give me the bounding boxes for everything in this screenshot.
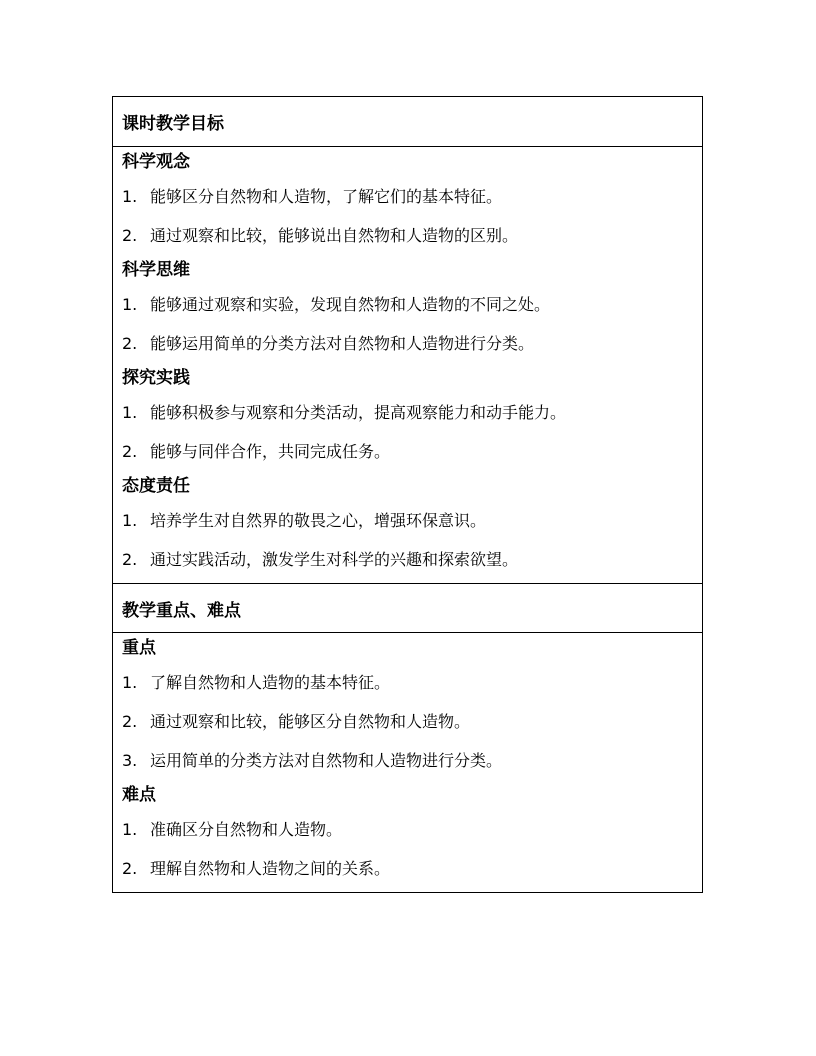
item-number: 2. xyxy=(122,226,138,245)
list-item xyxy=(122,702,693,741)
item-text: 准确区分自然物和人造物。 xyxy=(150,820,343,839)
item-number: 1. xyxy=(122,673,138,692)
item-text: 通过观察和比较，能够区分自然物和人造物。 xyxy=(150,712,471,731)
item-number: 2. xyxy=(122,550,138,569)
list-item xyxy=(122,393,693,432)
item-number: 1. xyxy=(122,187,138,206)
list-item xyxy=(122,432,693,471)
objectives-header-row xyxy=(113,97,702,146)
key-points-header: 教学重点、难点 xyxy=(122,600,241,621)
item-text: 运用简单的分类方法对自然物和人造物进行分类。 xyxy=(150,751,503,770)
item-number: 3. xyxy=(122,751,138,770)
key-points-body xyxy=(113,632,702,892)
list-item xyxy=(122,810,693,849)
item-text: 通过观察和比较，能够说出自然物和人造物的区别。 xyxy=(150,226,519,245)
item-text: 理解自然物和人造物之间的关系。 xyxy=(150,859,391,878)
item-number: 1. xyxy=(122,511,138,530)
section-attitude-responsibility xyxy=(122,471,693,579)
list-item xyxy=(122,285,693,324)
section-title: 探究实践 xyxy=(122,368,190,388)
section-difficulties xyxy=(122,780,693,888)
key-points-header-row xyxy=(113,583,702,632)
item-text: 能够通过观察和实验，发现自然物和人造物的不同之处。 xyxy=(150,295,551,314)
section-title: 难点 xyxy=(122,785,156,805)
section-inquiry-practice xyxy=(122,363,693,471)
section-science-thinking xyxy=(122,255,693,363)
item-number: 2. xyxy=(122,334,138,353)
item-text: 能够运用简单的分类方法对自然物和人造物进行分类。 xyxy=(150,334,535,353)
list-item xyxy=(122,663,693,702)
item-number: 2. xyxy=(122,859,138,878)
lesson-plan-table xyxy=(112,96,703,893)
list-item xyxy=(122,216,693,255)
item-text: 通过实践活动，激发学生对科学的兴趣和探索欲望。 xyxy=(150,550,519,569)
section-title: 科学思维 xyxy=(122,260,190,280)
list-item xyxy=(122,324,693,363)
item-text: 能够区分自然物和人造物，了解它们的基本特征。 xyxy=(150,187,503,206)
item-text: 了解自然物和人造物的基本特征。 xyxy=(150,673,391,692)
section-key-points xyxy=(122,633,693,780)
list-item xyxy=(122,177,693,216)
item-number: 2. xyxy=(122,442,138,461)
objectives-body xyxy=(113,146,702,583)
section-title: 态度责任 xyxy=(122,476,190,496)
list-item xyxy=(122,741,693,780)
item-text: 培养学生对自然界的敬畏之心，增强环保意识。 xyxy=(150,511,487,530)
section-science-concept xyxy=(122,147,693,255)
list-item xyxy=(122,849,693,888)
item-number: 2. xyxy=(122,712,138,731)
objectives-header: 课时教学目标 xyxy=(122,114,224,134)
section-title: 科学观念 xyxy=(122,152,190,172)
list-item xyxy=(122,540,693,579)
item-number: 1. xyxy=(122,295,138,314)
item-text: 能够与同伴合作，共同完成任务。 xyxy=(150,442,391,461)
list-item xyxy=(122,501,693,540)
section-title: 重点 xyxy=(122,638,156,658)
item-number: 1. xyxy=(122,403,138,422)
item-text: 能够积极参与观察和分类活动，提高观察能力和动手能力。 xyxy=(150,403,567,422)
item-number: 1. xyxy=(122,820,138,839)
